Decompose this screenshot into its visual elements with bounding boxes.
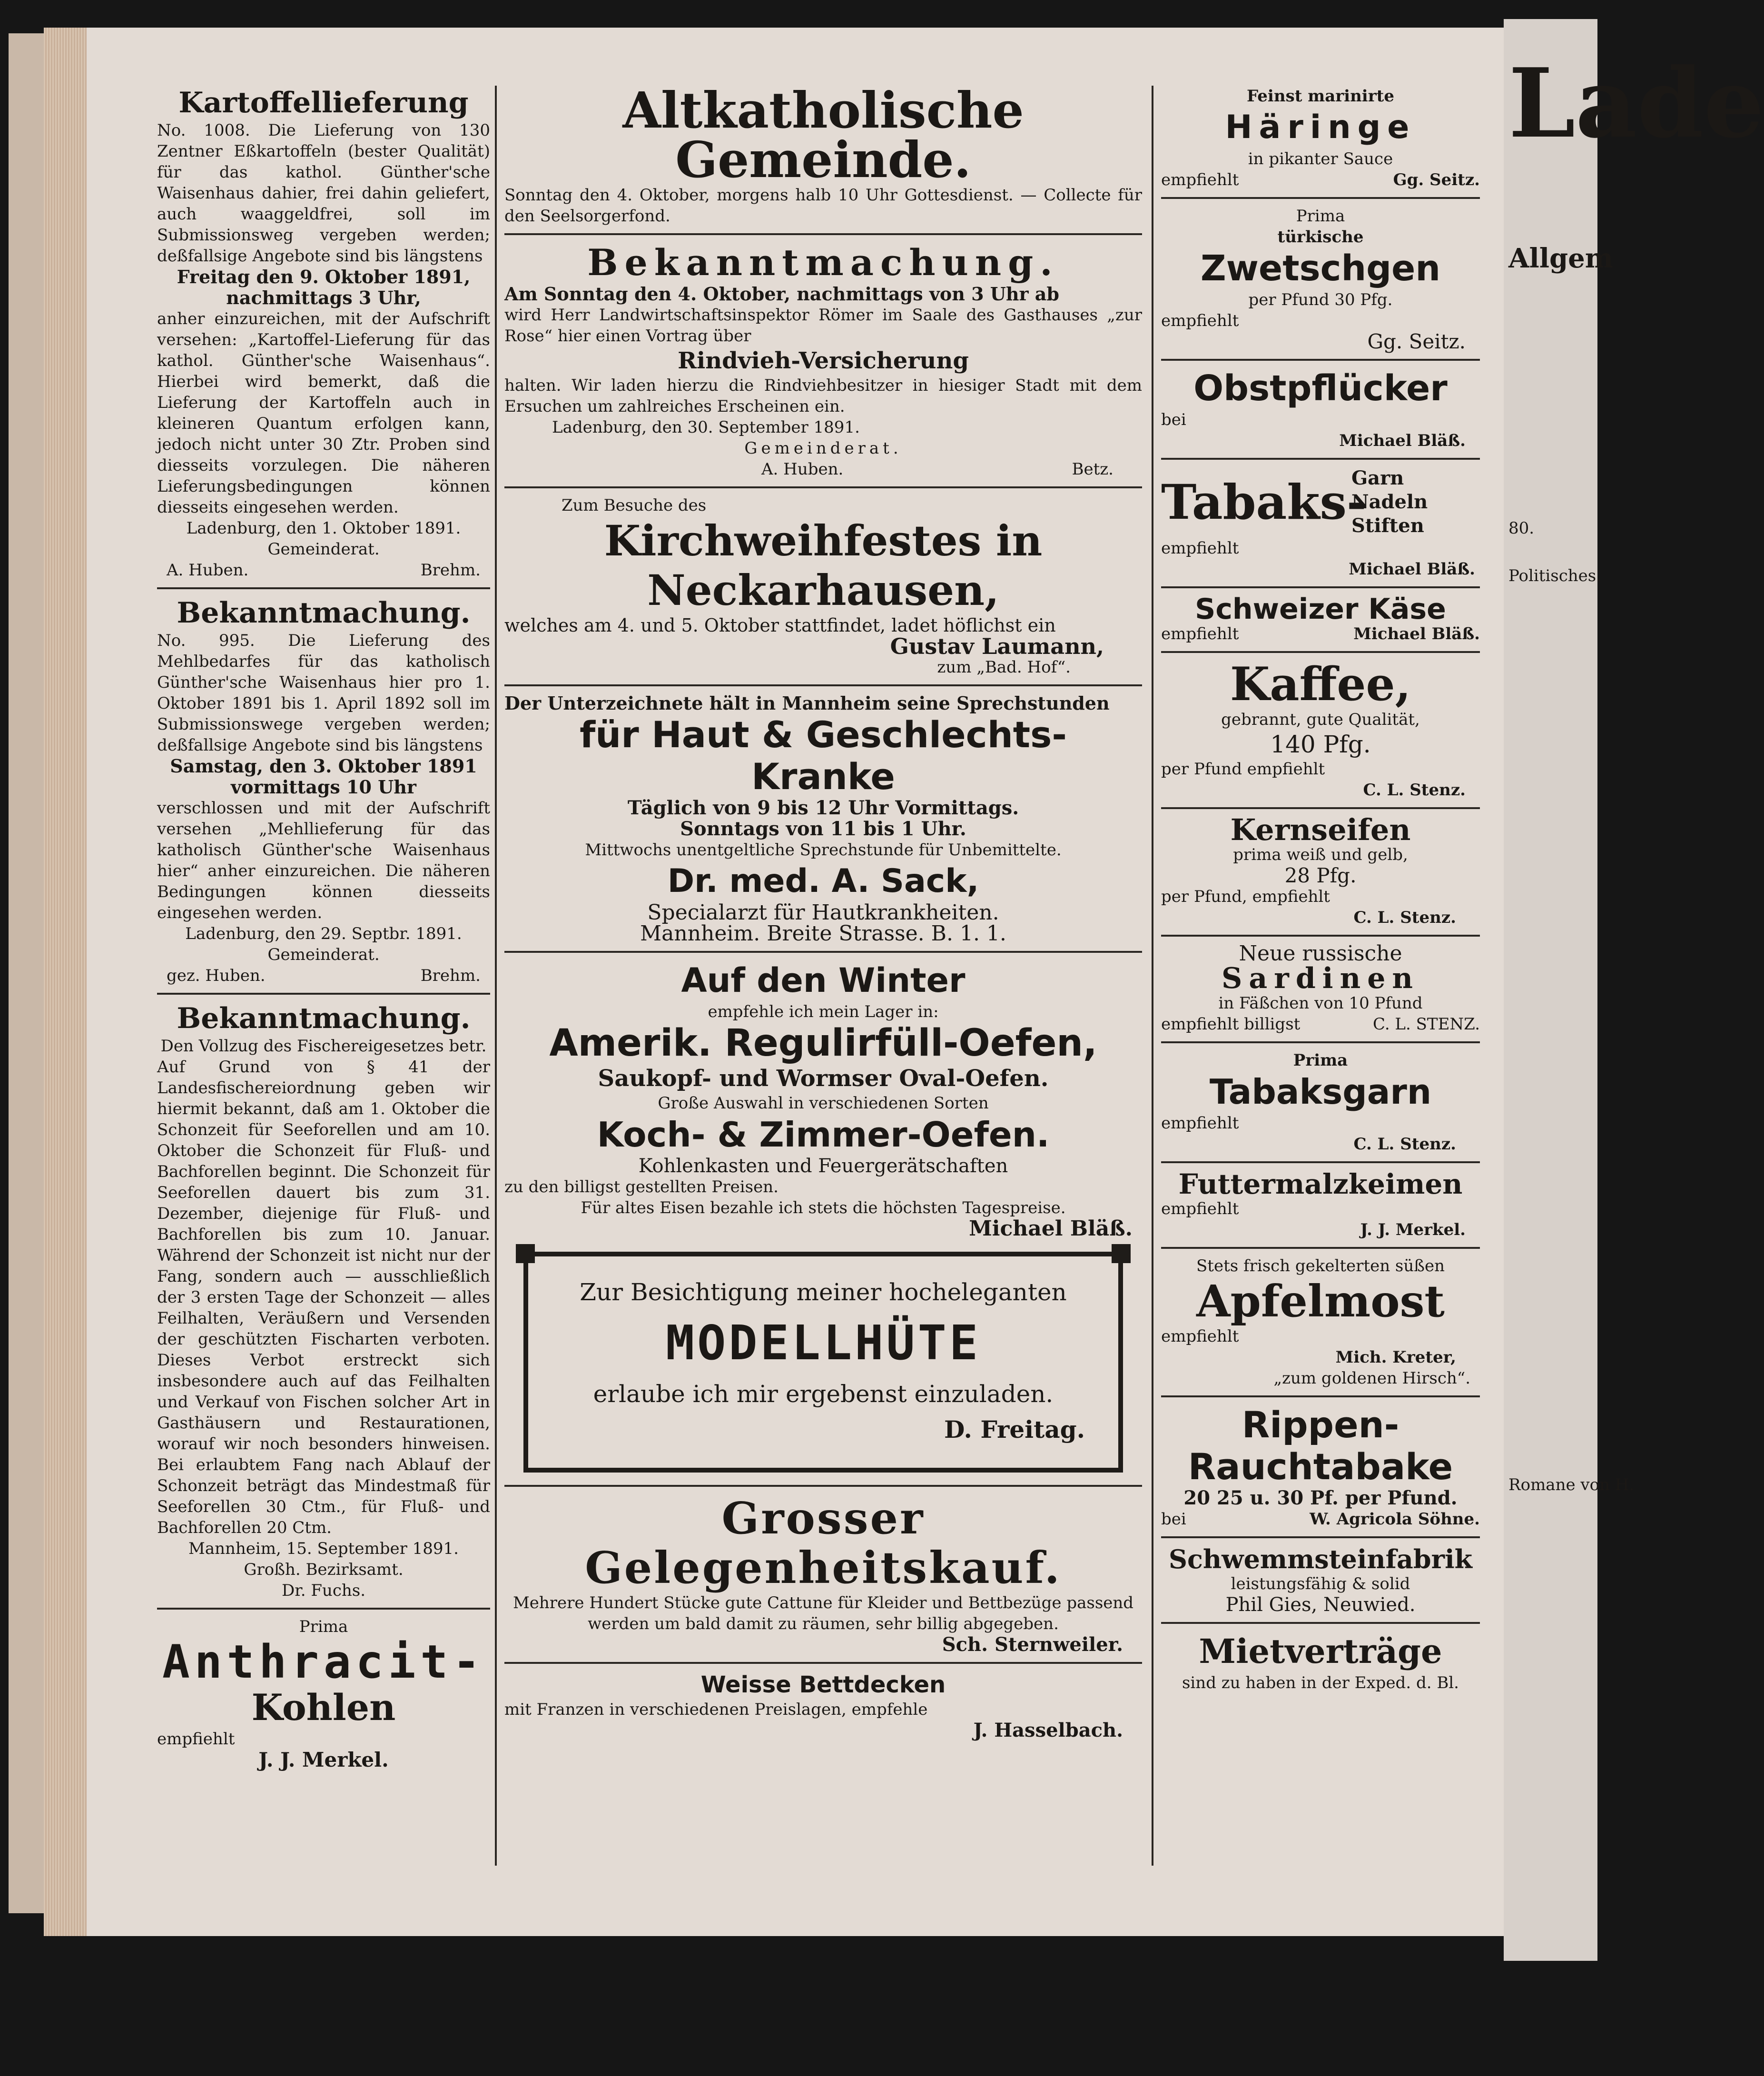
ad-empfiehlt: empfiehlt: [1161, 170, 1239, 189]
ad-product: Koch- & Zimmer-Oefen.: [597, 1115, 1050, 1155]
framed-ad: [523, 1252, 1123, 1473]
divider: [1161, 458, 1480, 460]
divider: [157, 993, 490, 995]
ad-note: Mittwochs unentgeltliche Sprechstunde für Unbemittelte.: [585, 840, 1062, 860]
ad-title: Grosser Gelegenheitskauf.: [585, 1493, 1062, 1593]
ad-date: Samstag, den 3. Oktober 1891 vormittags 10 Uhr: [170, 755, 477, 798]
ad-body: wird Herr Landwirtschaftsinspektor Römer im Saale des Gasthauses „zur Rose“ hier einen Vortrag über: [504, 306, 1142, 346]
ad-title: Bekanntmachung.: [177, 1002, 471, 1035]
ad-body: Auf Grund von § 41 der Landesfischereiordnung geben wir hiermit bekannt, daß am 1. Oktober die Schonzeit für Seeforellen und am 10. Oktober die Schonzeit für Fluß- und Bachforellen beginnt. Die Schonzeit für Seeforellen dauert bis zum 31. Dezember, diejenige für Fluß- und Bachforellen bis zum 10. Januar. Während der Schonzeit ist nicht nur der Fang, sondern auch — ausschließlich der 3 ersten Tage der Schonzeit — alles Feilhalten, Veräußern und Versenden der geschützten Fischarten verboten. Dieses Verbot erstreckt sich insbesondere auch auf das Feilhalten und Verkauf von Fischen solcher Art in Gasthäusern und Restaurationen, worauf wir noch besonders hinweisen. Bei erlaubtem Fang nach Ablauf der Schonzeit beträgt das Mindestmaß für Seeforellen 30 Ctm., für Fluß- und Bachforellen 20 Ctm.: [157, 1058, 490, 1537]
ad-empfiehlt: empfiehlt: [1161, 1327, 1239, 1346]
ad-body: No. 995. Die Lieferung des Mehlbedarfes für das katholisch Günther'sche Waisenhaus hier pro 1. Oktober 1891 bis 1. April 1892 soll im Submissionswege vergeben werden; deßfallsige Angebote sind bis längstens: [157, 631, 490, 755]
ad-body: No. 1008. Die Lieferung von 130 Zentner Eßkartoffeln (bester Qualität) für das kathol. Günther'sche Waisenhaus dahier, frei dahin geliefert, auch waaggeldfrei, soll im Submissionsweg vergeben werden; deßfallsige Angebote sind bis längstens: [157, 121, 490, 266]
ad-empfiehlt: per Pfund empfiehlt: [1161, 760, 1325, 779]
ad-lead: Am Sonntag den 4. Oktober, nachmittags von 3 Uhr ab: [504, 283, 1059, 305]
column-center: [504, 81, 1142, 1741]
divider: [157, 1608, 490, 1610]
column-right: [1161, 86, 1480, 1693]
ad-tabaks: [1161, 466, 1480, 538]
ad-place-date: Ladenburg, den 29. Septbr. 1891.: [185, 924, 462, 943]
ad-price: 28 Pfg.: [1284, 864, 1357, 887]
ad-product: Amerik. Regulirfüll-Oefen,: [549, 1022, 1097, 1065]
ad-subtitle: leistungsfähig & solid: [1231, 1574, 1410, 1593]
ad-title: Rauchtabake: [1188, 1445, 1453, 1488]
ad-item: Nadeln: [1351, 491, 1428, 513]
divider: [1161, 359, 1480, 361]
signature: gez. Huben.: [167, 966, 266, 985]
ad-title: Anthracit-: [162, 1635, 485, 1689]
ad-pretitle: Prima: [1296, 207, 1345, 226]
ad-date: Freitag den 9. Oktober 1891, nachmittags 3 Uhr,: [177, 266, 471, 308]
divider: [1161, 1536, 1480, 1538]
signature: A. Huben.: [761, 460, 844, 479]
ad-title: Apfelmost: [1196, 1275, 1445, 1327]
divider: [157, 587, 490, 589]
column-rule: [1152, 86, 1153, 1866]
ad-empfiehlt: empfiehlt: [1161, 539, 1239, 558]
signature: Gg. Seitz.: [1393, 170, 1480, 189]
signature: Dr. Fuchs.: [281, 1581, 366, 1600]
ad-title: Kartoffellieferung: [178, 86, 469, 119]
ad-title-list: [1351, 466, 1428, 538]
ad-empfiehlt: empfiehlt: [1161, 1199, 1239, 1218]
ad-body: mit Franzen in verschiedenen Preislagen, empfehle: [504, 1700, 928, 1719]
signature: A. Huben.: [167, 561, 249, 580]
facing-page-line: 80.: [1508, 519, 1535, 538]
signature: Michael Bläß.: [1339, 431, 1466, 450]
column-left: [157, 86, 490, 1770]
ad-pretitle: türkische: [1277, 227, 1364, 247]
ad-place-date: Mannheim, 15. September 1891.: [188, 1539, 459, 1558]
ad-place-date: Ladenburg, den 1. Oktober 1891.: [186, 519, 461, 538]
divider: [1161, 586, 1480, 588]
ad-title: Rippen-: [1242, 1404, 1399, 1446]
divider: [504, 486, 1142, 488]
signature: J. Hasselbach.: [973, 1719, 1123, 1741]
ad-pretitle: Feinst marinirte: [1247, 87, 1394, 106]
signature: Gustav Laumann,: [890, 633, 1104, 659]
ad-body: halten. Wir laden hierzu die Rindviehbesitzer in hiesiger Stadt mit dem Ersuchen um zahlreiches Erscheinen ein.: [504, 376, 1142, 416]
ad-authority: Gemeinderat.: [267, 945, 380, 964]
ad-title: Bekanntmachung.: [587, 241, 1059, 284]
ad-note: Große Auswahl in verschiedenen Sorten: [658, 1094, 989, 1113]
facing-page-masthead: Lade: [1508, 48, 1764, 159]
ad-body: erlaube ich mir ergebenst einzuladen.: [593, 1380, 1054, 1408]
ad-title: Kranke: [751, 755, 895, 798]
ad-title: Altkatholische Gemeinde.: [622, 81, 1024, 189]
facing-page-line: Politisches.: [1508, 566, 1602, 585]
signature: D. Freitag.: [944, 1415, 1085, 1443]
signature: Michael Bläß.: [1353, 624, 1480, 643]
ad-empfiehlt: empfiehlt: [1161, 311, 1239, 330]
ad-item: Stiften: [1351, 514, 1424, 537]
ad-price: per Pfund 30 Pfg.: [1248, 290, 1393, 309]
signature: C. L. STENZ.: [1373, 1015, 1480, 1034]
ad-product: Saukopf- und Wormser Oval-Oefen.: [598, 1065, 1049, 1092]
ad-body: welches am 4. und 5. Oktober stattfindet, ladet höflichst ein: [504, 615, 1056, 636]
ad-title: für Haut & Geschlechts-: [580, 713, 1067, 756]
facing-page: [1504, 19, 1764, 1961]
ad-body: Sonntag den 4. Oktober, morgens halb 10 Uhr Gottesdienst. — Collecte für den Seelsorgerfond.: [504, 186, 1142, 226]
ad-title: Kaffee,: [1230, 657, 1411, 711]
ad-title: Schwemmsteinfabrik: [1168, 1544, 1473, 1574]
divider: [1161, 1622, 1480, 1624]
page-edges: [44, 28, 87, 1936]
signature: J. J. Merkel.: [258, 1748, 389, 1771]
ad-specialty: Specialarzt für Hautkrankheiten.: [647, 900, 999, 925]
ad-hours: Sonntags von 11 bis 1 Uhr.: [680, 818, 966, 840]
ad-bei: bei: [1161, 1510, 1186, 1529]
ad-empfiehlt: empfiehlt: [1161, 1114, 1239, 1133]
ad-subtitle: in Fäßchen von 10 Pfund: [1218, 994, 1423, 1013]
column-rule: [495, 86, 497, 1866]
signature: Phil Gies, Neuwied.: [1225, 1594, 1416, 1616]
divider: [504, 951, 1142, 953]
ad-pretitle: Zum Besuche des: [562, 496, 707, 515]
signature: Michael Bläß.: [1349, 560, 1475, 579]
ad-product: Kohlenkasten und Feuergerätschaften: [638, 1155, 1008, 1177]
ad-authority: Gemeinderat.: [267, 540, 380, 559]
signature-location: zum „Bad. Hof“.: [937, 658, 1071, 677]
signature-location: „zum goldenen Hirsch“.: [1273, 1369, 1470, 1388]
ad-empfiehlt: empfiehlt: [1161, 624, 1239, 643]
divider: [504, 1485, 1142, 1487]
signature: J. J. Merkel.: [1360, 1220, 1466, 1239]
ad-pretitle: Prima: [299, 1617, 348, 1636]
ad-empfiehlt: empfiehlt: [157, 1730, 235, 1749]
ad-note: zu den billigst gestellten Preisen.: [504, 1177, 779, 1196]
ad-body: anher einzureichen, mit der Aufschrift versehen: „Kartoffel-Lieferung für das kathol. Günther'sche Waisenhaus“. Hierbei wird bemerkt, daß die Lieferung der Kartoffeln auch in kleineren Quantum erfolgen kann, jedoch nicht unter 30 Ztr. Proben sind diesseits vorzulegen. Die näheren Lieferungsbedingungen können diesseits eingesehen werden.: [157, 309, 490, 517]
ad-item: Garn: [1351, 467, 1404, 489]
ad-title: MODELLHÜTE: [665, 1315, 981, 1371]
divider: [1161, 935, 1480, 937]
ad-title: Schweizer Käse: [1195, 593, 1446, 626]
ad-lead: Der Unterzeichnete hält in Mannheim seine Sprechstunden: [504, 692, 1110, 714]
ad-authority: Großh. Bezirksamt.: [244, 1560, 404, 1579]
ad-title: Sardinen: [1222, 962, 1419, 995]
signature: Sch. Sternweiler.: [942, 1633, 1123, 1656]
signature: C. L. Stenz.: [1353, 908, 1456, 927]
ad-empfiehlt: per Pfund, empfiehlt: [1161, 887, 1330, 906]
ad-title: Mietverträge: [1199, 1631, 1442, 1671]
ad-pretitle: Prima: [1293, 1051, 1348, 1070]
divider: [1161, 1041, 1480, 1043]
ad-title: Kohlen: [251, 1686, 396, 1729]
ad-price: 140 Pfg.: [1270, 731, 1371, 758]
signature: Gg. Seitz.: [1367, 330, 1466, 353]
ad-title: Tabaksgarn: [1209, 1072, 1432, 1112]
ad-title: Tabaks-: [1161, 474, 1367, 530]
ad-bei: bei: [1161, 410, 1186, 429]
ad-subtitle: gebrannt, gute Qualität,: [1221, 710, 1420, 729]
ad-hours: Täglich von 9 bis 12 Uhr Vormittags.: [627, 797, 1019, 819]
divider: [1161, 1247, 1480, 1249]
ad-body: verschlossen und mit der Aufschrift versehen „Mehllieferung für das katholisch Günther'sche Waisenhaus hier“ anher einzureichen. Die näheren Bedingungen können diesseits eingesehen werden.: [157, 799, 490, 922]
ad-subtitle: sind zu haben in der Exped. d. Bl.: [1182, 1673, 1459, 1692]
divider: [1161, 1161, 1480, 1163]
divider: [1161, 1395, 1480, 1397]
ad-subtitle: prima weiß und gelb,: [1233, 845, 1408, 864]
signature: Michael Bläß.: [969, 1216, 1133, 1241]
ad-address: Mannheim. Breite Strasse. B. 1. 1.: [640, 921, 1006, 946]
ad-place-date: Ladenburg, den 30. September 1891.: [552, 418, 860, 437]
signature: W. Agricola Söhne.: [1310, 1510, 1480, 1529]
ad-title: Obstpflücker: [1193, 368, 1448, 409]
ad-note: Für altes Eisen bezahle ich stets die höchsten Tagespreise.: [581, 1198, 1066, 1217]
ad-title: Häringe: [1225, 109, 1416, 146]
divider: [504, 233, 1142, 235]
divider: [1161, 807, 1480, 809]
divider: [1161, 651, 1480, 653]
ad-subtitle: empfehle ich mein Lager in:: [708, 1002, 939, 1021]
ad-title: Futtermalzkeimen: [1178, 1168, 1463, 1200]
ad-pretitle: Stets frisch gekelterten süßen: [1196, 1256, 1445, 1275]
ad-title: Kernseifen: [1230, 812, 1411, 847]
signature: Betz.: [1072, 460, 1114, 479]
signature: C. L. Stenz.: [1353, 1135, 1456, 1154]
signature: Brehm.: [420, 561, 481, 580]
ad-subtitle: Den Vollzug des Fischereigesetzes betr.: [160, 1037, 487, 1056]
signature: Brehm.: [420, 966, 481, 985]
ad-subtitle: in pikanter Sauce: [1248, 149, 1393, 168]
ad-price: 20 25 u. 30 Pf. per Pfund.: [1183, 1487, 1458, 1509]
divider: [504, 684, 1142, 686]
divider: [504, 1662, 1142, 1664]
signature: C. L. Stenz.: [1363, 781, 1466, 800]
facing-page-line: Allgem: [1508, 243, 1614, 274]
ad-pretitle: Neue russische: [1239, 941, 1402, 966]
ad-title: Zwetschgen: [1200, 248, 1441, 289]
book-spine: [9, 33, 47, 1913]
ad-title: Bekanntmachung.: [177, 596, 471, 630]
divider: [1161, 197, 1480, 199]
ad-title: Weisse Bettdecken: [700, 1671, 946, 1698]
ad-authority: Gemeinderat.: [744, 439, 902, 458]
facing-page-line: Romane von H.: [1508, 1475, 1635, 1494]
ad-topic: Rindvieh-Versicherung: [678, 347, 969, 374]
signature: Mich. Kreter,: [1335, 1348, 1456, 1367]
ad-empfiehlt: empfiehlt billigst: [1161, 1015, 1301, 1034]
ad-body: Mehrere Hundert Stücke gute Cattune für Kleider und Bettbezüge passend werden um bald damit zu räumen, sehr billig abgegeben.: [512, 1593, 1134, 1633]
ad-title: Kirchweihfestes in Neckarhausen,: [604, 516, 1043, 615]
ad-title: Auf den Winter: [681, 961, 966, 1000]
ad-name: Dr. med. A. Sack,: [667, 862, 979, 900]
ad-body: Zur Besichtigung meiner hocheleganten: [580, 1278, 1067, 1306]
